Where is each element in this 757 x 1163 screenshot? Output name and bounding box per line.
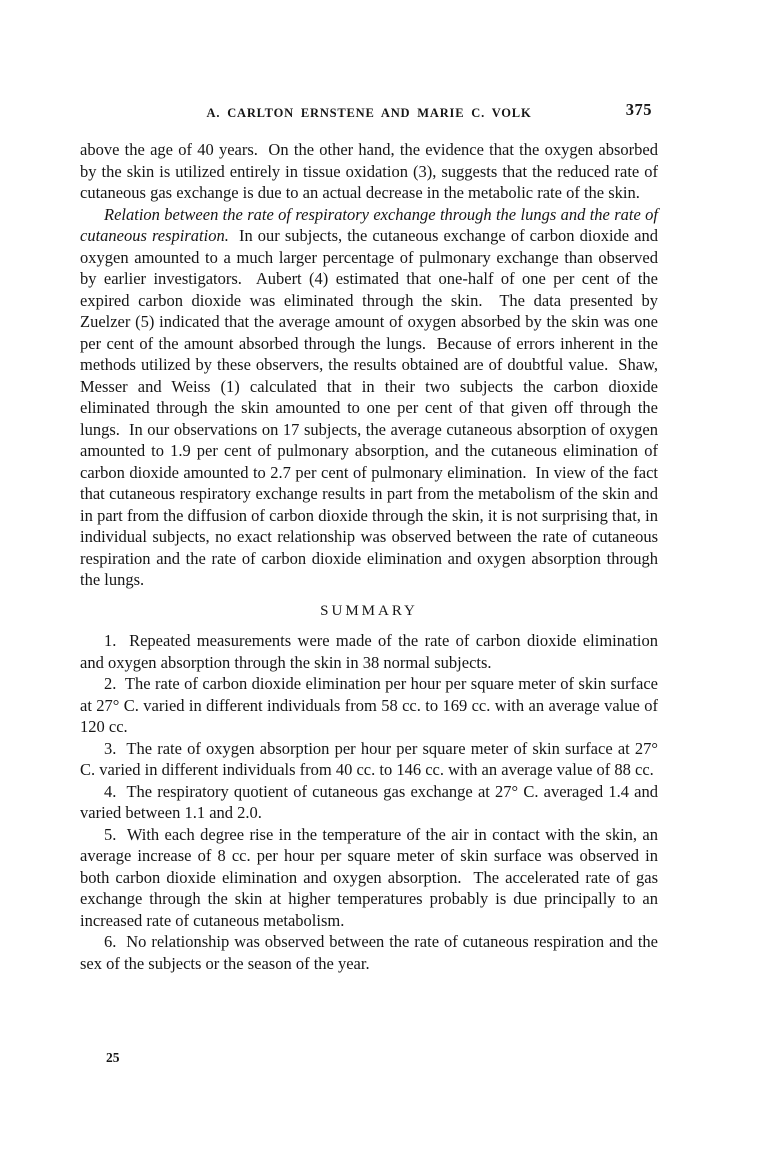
summary-heading: SUMMARY [320,602,418,619]
summary-item-text: 6. No relationship was observed between the rate of cutaneous respiration and the sex of the subjects or the season of the year. [80,932,658,973]
summary-item-text: 4. The respiratory quotient of cutaneous gas exchange at 27° C. averaged 1.4 and varied between 1.1 and 2.0. [80,781,658,822]
summary-item-1 [80,630,658,673]
summary-item-5 [80,824,658,932]
summary-item-text: 5. With each degree rise in the temperature of the air in contact with the skin, an average increase of 8 cc. per hour per square meter of skin surface was observed in both carbon dioxide elimination and oxygen absorption. The accelerated rate of gas exchange through the skin at higher temperatures probably is due principally to an increased rate of cutaneous metabolism. [80,824,658,930]
body-text-column [80,139,658,974]
paragraph-text: above the age of 40 years. On the other hand, the evidence that the oxygen absorbed by the skin is utilized entirely in tissue oxidation (3), suggests that the reduced rate of cutaneous gas exchange is due to an actual decrease in the metabolic rate of the skin. [80,140,658,202]
summary-item-4 [80,781,658,824]
running-header [80,100,658,122]
paragraph-text: In our subjects, the cutaneous exchange of carbon dioxide and oxygen amounted to a much larger percentage of pulmonary exchange than observed by earlier investigators. Aubert (4) estimated that one-half of one per cent of the expired carbon dioxide was eliminated through the skin. The data presented by Zuelzer (5) indicated that the average amount of oxygen absorbed by the skin was one per cent of the amount absorbed through the lungs. Because of errors inherent in the methods utilized by these observers, the results obtained are of doubtful value. Shaw, Messer and Weiss (1) calculated that in their two subjects the carbon dioxide eliminated through the skin amounted to one per cent of that given off through the lungs. In our observations on 17 subjects, the average cutaneous absorption of oxygen amounted to 1.9 per cent of pulmonary absorption, and the cutaneous elimination of carbon dioxide amounted to 2.7 per cent of pulmonary elimination. In view of the fact that cutaneous respiratory exchange results in part from the metabolism of the skin and in part from the diffusion of carbon dioxide through the skin, it is not surprising that, in individual subjects, no exact relationship was observed between the rate of cutaneous respiration and the rate of carbon dioxide elimination and oxygen absorption through the lungs. [80,226,658,589]
running-head-authors: A. CARLTON ERNSTENE AND MARIE C. VOLK [206,106,532,120]
paragraph-relation [80,204,658,591]
page-number: 375 [625,100,652,119]
summary-item-3 [80,738,658,781]
paragraph-continuation [80,139,658,204]
paragraph-italic-lead: Relation between the rate of respiratory exchange through the lungs and the rate of cutaneous respiration. [80,204,658,245]
summary-item-text: 1. Repeated measurements were made of the rate of carbon dioxide elimination and oxygen absorption through the skin in 38 normal subjects. [80,631,658,672]
summary-item-text: 2. The rate of carbon dioxide elimination per hour per square meter of skin surface at 27° C. varied in different individuals from 58 cc. to 169 cc. with an average value of 120 cc. [80,674,658,736]
summary-item-2 [80,673,658,738]
summary-item-text: 3. The rate of oxygen absorption per hour per square meter of skin surface at 27° C. varied in different individuals from 40 cc. to 146 cc. with an average value of 88 cc. [80,738,658,779]
summary-item-6 [80,931,658,974]
signature-mark: 25 [106,1050,120,1065]
